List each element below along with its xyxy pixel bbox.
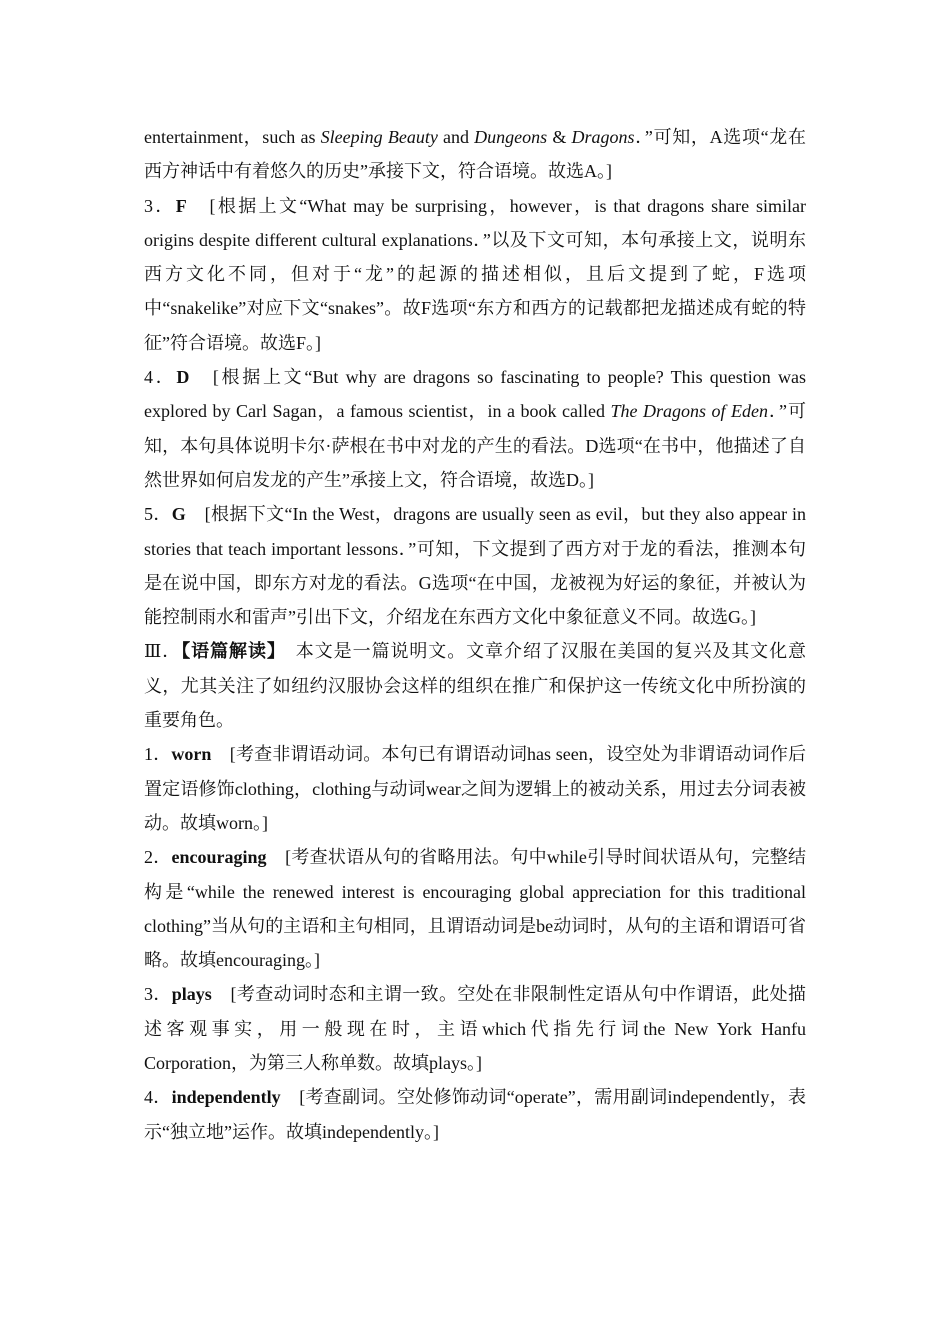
explanation-text: [考查副词。空处修饰动词“operate”，需用副词independently，表示“独立地”运作。故填independently。] (144, 1087, 807, 1142)
answer-explanation-page (144, 120, 806, 1149)
item-number: 4． (144, 1087, 172, 1108)
blank-answer-4 (144, 1080, 806, 1149)
text-run: ．”可知，A选项“龙在西方神话中有着悠久的历史”承接下文，符合语境。故选A。] (144, 127, 806, 182)
explanation-item-3 (144, 189, 806, 360)
section-3-reading-summary (144, 634, 806, 737)
blank-answer-2 (144, 840, 806, 977)
answer-key: F (175, 195, 187, 216)
explanation-item-4 (144, 360, 806, 497)
explanation-text: [根据上文“But why are dragons so fascinating to people? This question was explored by Carl Sagan，a famous scientist，in a book called (144, 367, 807, 422)
explanation-text: [考查动词时态和主谓一致。空处在非限制性定语从句中作谓语，此处描述客观事实，用一般现在时，主语which代指先行词the New York Hanfu Corporation，为第三人称单数。故填plays。] (144, 984, 806, 1074)
text-run: & (547, 127, 572, 147)
blank-answer-1 (144, 737, 806, 840)
text-run: and (437, 127, 475, 147)
section-header: 【语篇解读】 (181, 641, 277, 662)
work-title: Dragons (571, 127, 635, 147)
item-number: 3． (144, 195, 176, 216)
explanation-text: [根据上文“What may be surprising，however，is that dragons share similar origins despite different cultural explanations．”以及下文可知，本句承接上文，说明东西方文化不同，但对于“龙”的起源的描述相似，且后文提到了蛇，F选项中“snakelike”对应下文“snakes”。故F选项“东方和西方的记载都把龙描述成有蛇的特征”符合语境。故选F。] (144, 195, 807, 353)
blank-answer-3 (144, 977, 806, 1080)
answer-key: D (176, 367, 190, 388)
answer-key: worn (171, 744, 212, 765)
answer-key: G (171, 504, 186, 525)
work-title: Sleeping Beauty (320, 127, 438, 147)
answer-key: encouraging (171, 847, 267, 868)
answer-key: plays (171, 984, 212, 1005)
item-number: 3． (144, 984, 172, 1005)
work-title: Dungeons (474, 127, 548, 147)
item-number: 5． (144, 504, 172, 525)
answer-key: independently (171, 1087, 281, 1108)
item-number: 1． (144, 744, 172, 765)
summary-text: 本文是一篇说明文。文章介绍了汉服在美国的复兴及其文化意义，尤其关注了如纽约汉服协会这样的组织在推广和保护这一传统文化中所扮演的重要角色。 (144, 641, 807, 731)
explanation-text: [考查非谓语动词。本句已有谓语动词has seen，设空处为非谓语动词作后置定语修饰clothing，clothing与动词wear之间为逻辑上的被动关系，用过去分词表被动。故填worn。] (144, 744, 807, 833)
continued-explanation (144, 120, 806, 189)
explanation-text: [考查状语从句的省略用法。句中while引导时间状语从句，完整结构是“while the renewed interest is encouraging global appreciation for this traditional clothing”当从句的主语和主句相同，且谓语动词是be动词时，从句的主语和谓语可省略。故填encouraging。] (144, 847, 807, 971)
book-title: The Dragons of Eden (610, 401, 768, 422)
item-number: 4． (144, 367, 177, 388)
explanation-text: [根据下文“In the West，dragons are usually seen as evil，but they also appear in stories that teach important lessons．”可知，下文提到了西方对于龙的看法，推测本句是在说中国，即东方对龙的看法。G选项“在中国，龙被视为好运的象征，并被认为能控制雨水和雷声”引出下文，介绍龙在东西方文化中象征意义不同。故选G。] (144, 504, 807, 628)
explanation-text: ．”可知，本句具体说明卡尔·萨根在书中对龙的产生的看法。D选项“在书中，他描述了自然世界如何启发龙的产生”承接上文，符合语境，故选D。] (144, 401, 806, 490)
explanation-item-5 (144, 497, 806, 634)
item-number: 2． (144, 847, 172, 868)
section-number: Ⅲ． (144, 641, 182, 662)
text-run: entertainment，such as (144, 127, 321, 147)
